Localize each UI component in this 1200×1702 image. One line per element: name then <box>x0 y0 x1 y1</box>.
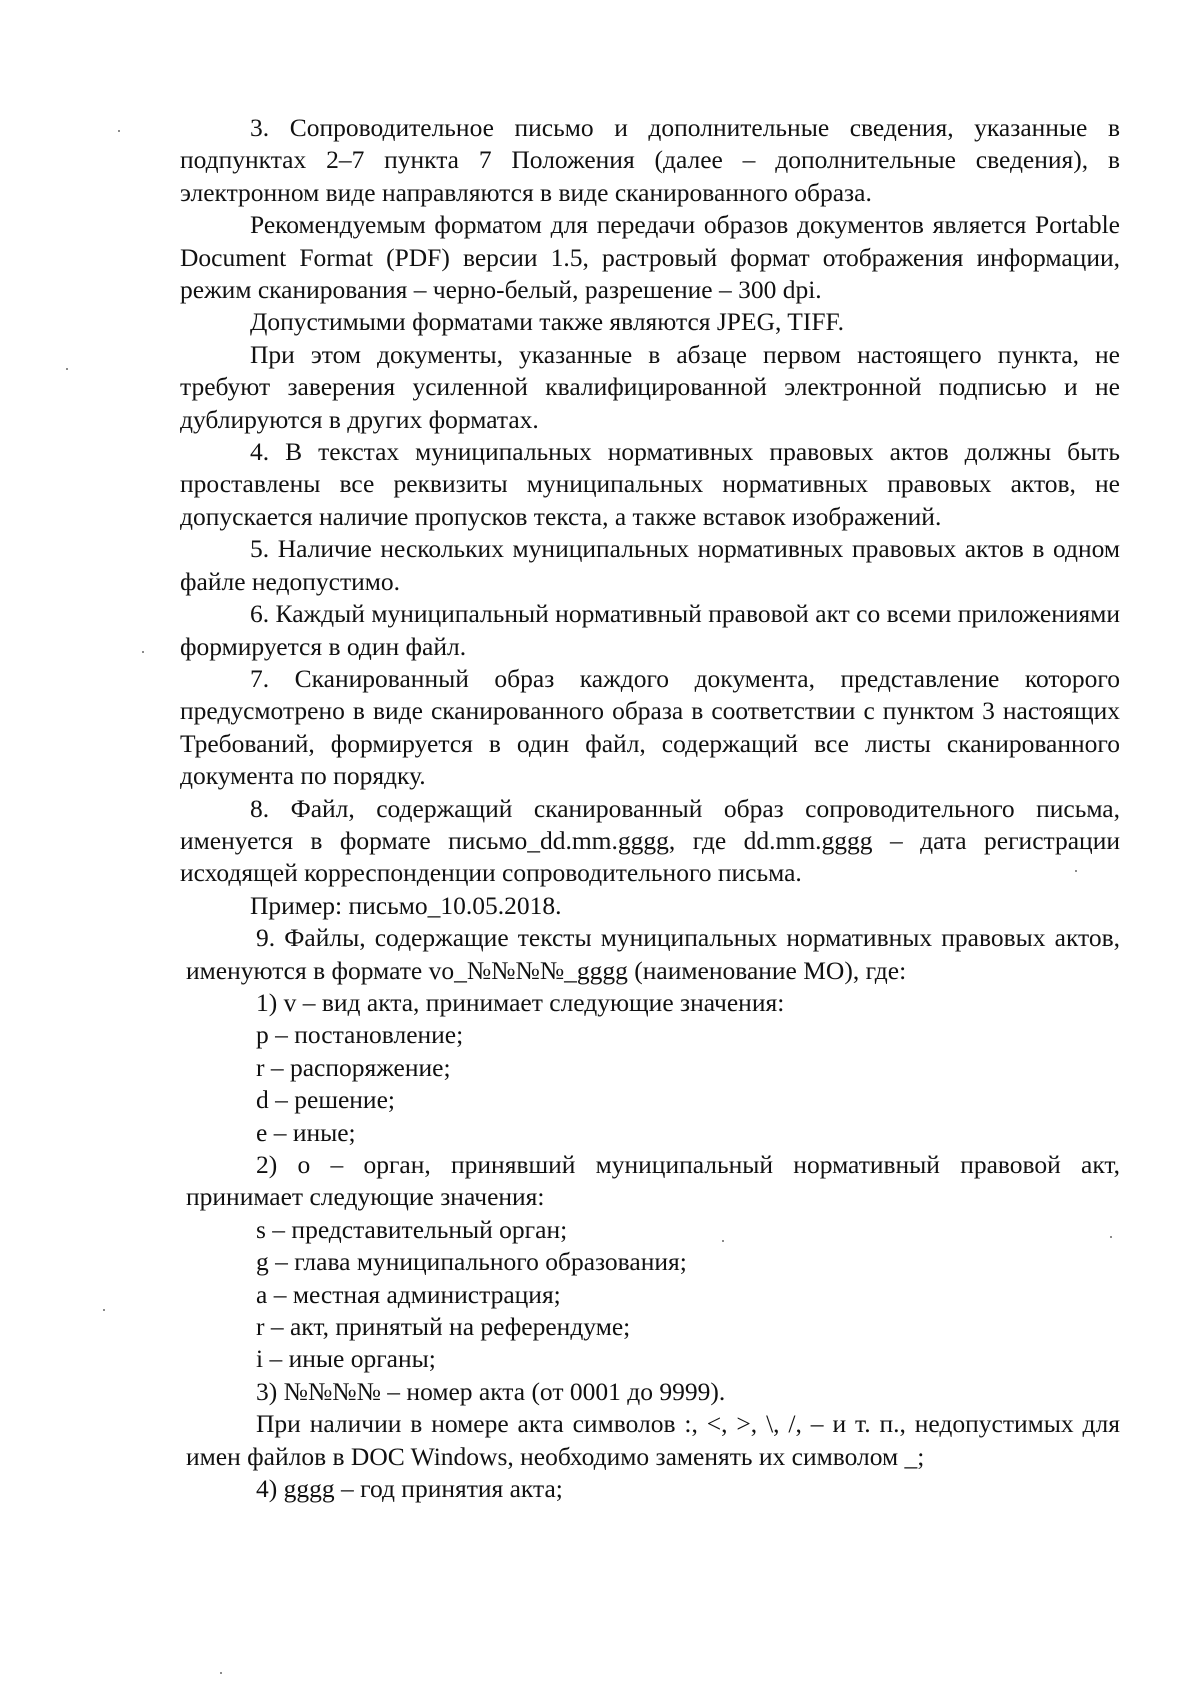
scan-speck <box>66 368 68 370</box>
scan-speck <box>142 651 144 653</box>
paragraph-no-signature: При этом документы, указанные в абзаце первом настоящего пункта, не требуют заверения усиленной квалифицированной электронной подписью и не дублируются в других форматах. <box>180 339 1120 434</box>
paragraph-7-scanned-image: 7. Сканированный образ каждого документа, представление которого предусмотрено в виде сканированного образа в соответствии с пунктом 3 настоящих Требований, формируется в один файл, содержащий все листы сканированного документа по порядку. <box>180 663 1120 791</box>
paragraph-invalid-symbols: При наличии в номере акта символов :, <, >, \, /, – и т. п., недопустимых для имен файлов в DOC Windows, необходимо заменять их символом _; <box>186 1409 1120 1471</box>
paragraph-8-file-naming: 8. Файл, содержащий сканированный образ сопроводительного письма, именуется в формате письмо_dd.mm.gggg, где dd.mm.gggg – дата регистрации исходящей корреспонденции сопроводительного письма. <box>180 793 1120 888</box>
list-item-d: d – решение; <box>256 1085 395 1115</box>
paragraph-6-attachments: 6. Каждый муниципальный нормативный правовой акт со всеми приложениями формируется в один файл. <box>180 599 1120 661</box>
list-item-g: g – глава муниципального образования; <box>256 1247 687 1277</box>
list-item-year: 4) gggg – год принятия акта; <box>256 1474 563 1504</box>
paragraph-recommended-format: Рекомендуемым форматом для передачи образов документов является Portable Document Format (PDF) версии 1.5, растровый формат отображения информации, режим сканирования – черно-белый, разрешение – 300 dpi. <box>180 210 1120 305</box>
list-item-a: a – местная администрация; <box>256 1279 561 1309</box>
paragraph-3-cover-letter: 3. Сопроводительное письмо и дополнительные сведения, указанные в подпунктах 2–7 пункта 7 Положения (далее – дополнительные сведения), в электронном виде направляются в виде сканированного образа. <box>180 113 1120 207</box>
list-item-act-number: 3) №№№№ – номер акта (от 0001 до 9999). <box>256 1376 726 1406</box>
scan-speck <box>220 1672 222 1674</box>
list-item-i: i – иные органы; <box>256 1344 436 1374</box>
scan-speck <box>722 1240 724 1242</box>
paragraph-allowed-formats: Допустимыми форматами также являются JPEG, TIFF. <box>250 307 845 337</box>
scan-speck <box>1075 870 1077 872</box>
list-item-organ: 2) o – орган, принявший муниципальный нормативный правовой акт, принимает следующие значения: <box>186 1150 1120 1212</box>
document-body <box>180 112 1120 1505</box>
list-item-act-type: 1) v – вид акта, принимает следующие значения: <box>256 987 785 1017</box>
scan-speck <box>118 130 120 132</box>
list-item-p: p – постановление; <box>256 1020 464 1050</box>
scan-speck <box>1110 1236 1112 1238</box>
list-item-s: s – представительный орган; <box>256 1214 568 1244</box>
list-item-e: e – иные; <box>256 1117 356 1147</box>
paragraph-4-requisites: 4. В текстах муниципальных нормативных правовых актов должны быть проставлены все реквизиты муниципальных нормативных правовых актов, не допускается наличие пропусков текста, а также вставок изображений. <box>180 437 1120 531</box>
scan-speck <box>103 1309 105 1311</box>
paragraph-5-single-file: 5. Наличие нескольких муниципальных нормативных правовых актов в одном файле недопустимо. <box>180 534 1120 596</box>
list-item-r-referendum: r – акт, принятый на референдуме; <box>256 1312 631 1342</box>
paragraph-example: Пример: письмо_10.05.2018. <box>250 890 562 920</box>
list-item-r: r – распоряжение; <box>256 1052 451 1082</box>
paragraph-9-acts-naming: 9. Файлы, содержащие тексты муниципальных нормативных правовых актов, именуются в формате vo_№№№№_gggg (наименование МО), где: <box>186 923 1120 985</box>
